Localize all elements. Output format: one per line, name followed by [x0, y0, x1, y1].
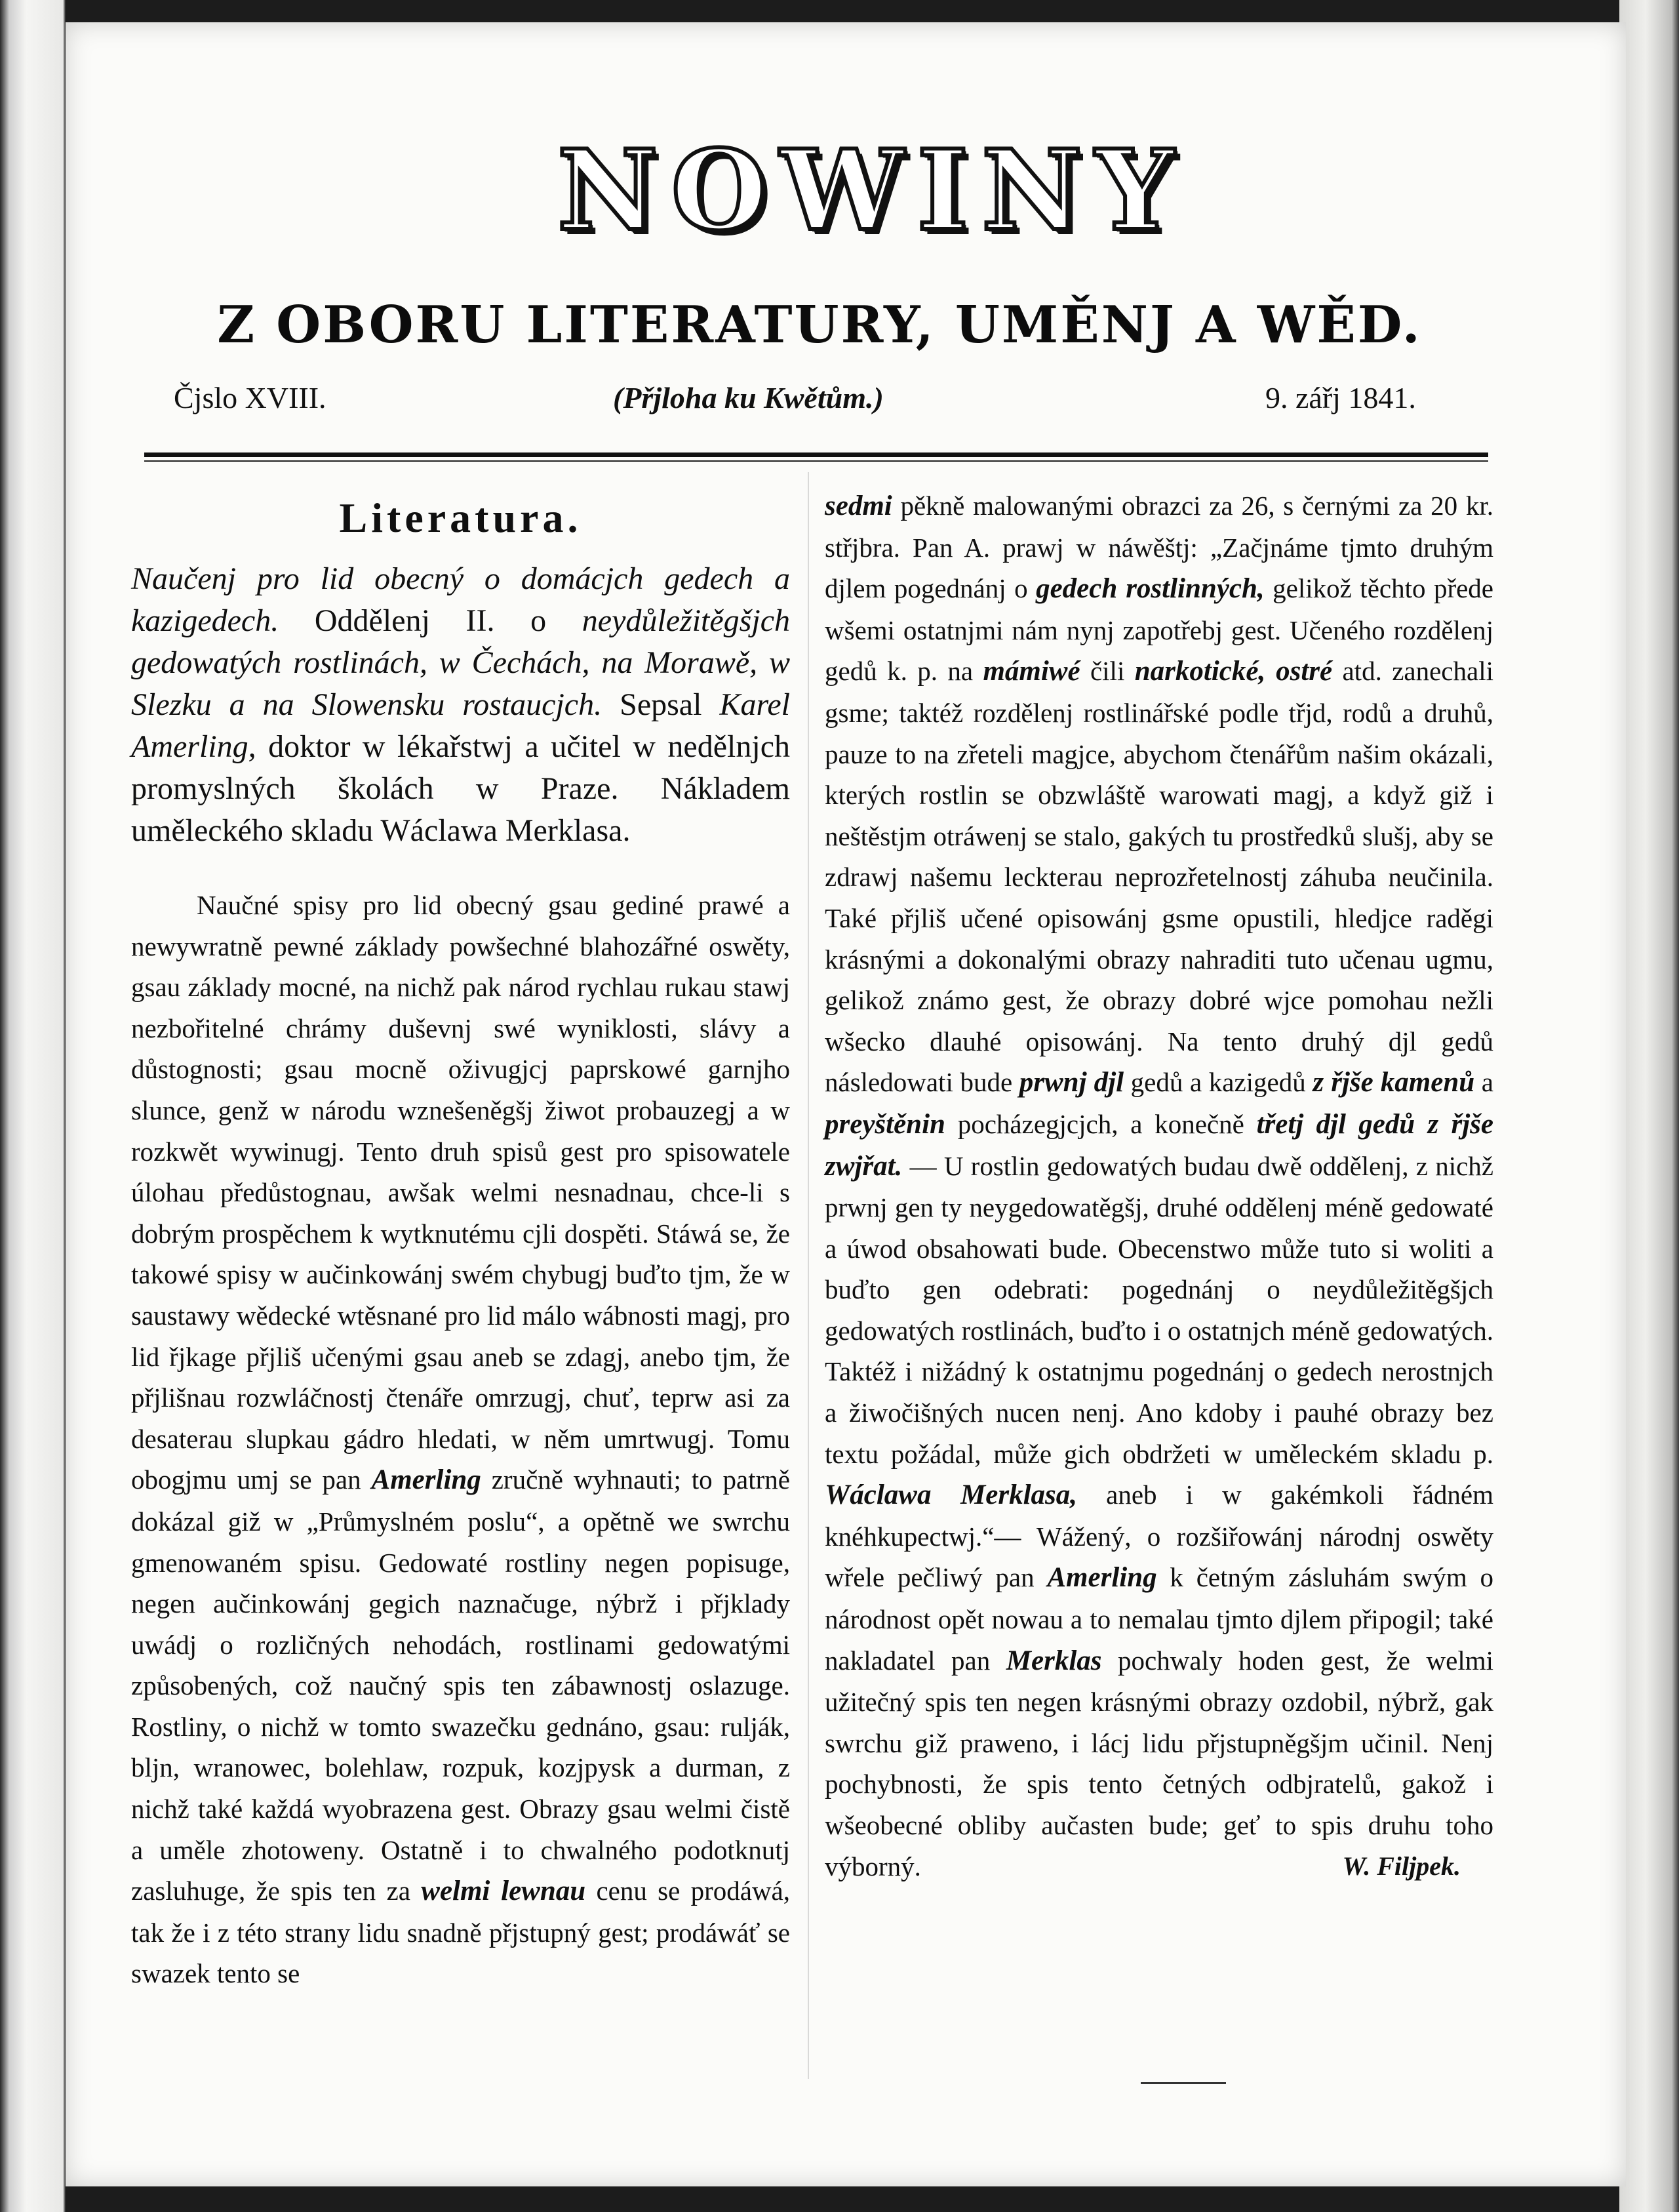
supplement-note: (Přjloha ku Kwětům.) — [613, 381, 884, 414]
book-title: Naučenj pro lid obecný o domácjch gedech a kazigedech. — [131, 561, 790, 638]
review-r-p4: prwnj djl — [1019, 1067, 1124, 1098]
issue-date: 9. zářj 1841. — [1265, 381, 1416, 414]
review-r-p10: Merklas — [1006, 1645, 1102, 1676]
book-author: Karel Amerling, — [131, 687, 791, 764]
review-r-12: pochwaly hoden gest, že welmi užitečný spis ten negen krásnými obrazy ozdobil, nýbrž, gak swrchu giž praweno, i lácj lidu přjstupněgšjm učinil. Nenj pochybnosti, že spis tento četných odbjratelů, gakož i wšeobecné obliby aučasten bude; geť to spis druhu toho výborný. — [825, 1645, 1493, 1881]
masthead-title: NOWINY — [557, 125, 1187, 255]
right-column — [825, 485, 1493, 1887]
review-r-p9: Amerling — [1047, 1562, 1157, 1594]
review-r-5: atd. zanechali gsme; taktéž rozdělenj rostlinářské podle třjd, rodů a druhů, pauze to na zřeteli magjce, abychom čtenářům našim okázali, kterých rostlin se obzwláště warowati magj, a když giž i neštěstjm otráwenj se stalo, gakých tu prostředků slušj, aby se zdrawj našemu leckterau neprozřetelnostj záhuba neučinila. Také přjliš učené opisowánj gsme opustili, hledjce raděgi krásnými a dokonalými obrazy nahraditi tuto učenau ugmu, gelikož známo gest, že obrazy dobré wjce pomohau nežli wšecko dlauhé opisowánj. Na tento druhý djl gedů následowati bude — [825, 656, 1493, 1098]
book-part: Oddělenj II. o — [314, 603, 547, 638]
review-paragraph-right — [825, 485, 1493, 1887]
review-r-p1: gedech rostlinných, — [1036, 573, 1265, 605]
review-r-p7: třetj djl gedů z řjše zwjřat. — [825, 1108, 1493, 1182]
review-text-left-3: cenu se prodáwá, tak že i z této strany lidu snadně přjstupný gest; prodáwáť se swazek tento se — [131, 1876, 790, 1989]
review-name-amerling: Amerling — [371, 1464, 481, 1496]
review-r-4: čili — [1090, 656, 1125, 687]
book-subject: neydůležitěgšjch gedowatých rostlinách, w Čechách, na Morawě, w Slezku a na Slowensku rostaucjch. — [131, 603, 790, 722]
left-column — [131, 482, 790, 1994]
review-r-p6: preyštěnin — [825, 1108, 945, 1140]
review-r-p2: mámiwé — [983, 656, 1080, 687]
review-signature: W. Filjpek. — [1342, 1851, 1461, 1881]
review-r-11: k četným zásluhám swým o národnost opět nowau a to nemalau tjmto djlem připogil; také nakladatel pan — [825, 1562, 1493, 1676]
review-r-10: aneb i w gakémkoli řádném knéhkupectwj.“— Wážený, o rozšiřowánj národnj oswěty wřele pečliwý pan — [825, 1479, 1493, 1593]
review-r-2: pěkně malowanými obrazci za 26, s černými za 20 kr. střjbra. Pan A. prawj w náwěštj: „Začjnáme tjmto druhým djlem pogednánj o — [825, 491, 1494, 604]
review-price-phrase: welmi lewnau — [421, 1876, 586, 1907]
header-rule-thick — [144, 452, 1488, 457]
review-r-7: a — [1481, 1067, 1493, 1098]
article-end-rule — [1141, 2082, 1226, 2084]
book-author-info: doktor w lékařstwj a učitel w nedělnjch promyslných školách w Praze. Nákladem uměleckého skladu Wáclawa Merklasa. — [131, 729, 790, 848]
review-paragraph-left — [131, 885, 790, 1994]
column-divider — [808, 472, 809, 2079]
review-r-p5: z řjše kamenů — [1313, 1067, 1475, 1098]
review-text-left-1: Naučné spisy pro lid obecný gsau gediné prawé a newywratně pewné základy powšechné blahozářné oswěty, gsau základy mocné, na nichž pak národ rychlau rukau stawj nezbořitelné chrámy duševnj swé wyniklosti, slávy a důstognosti; gsau mocně oživugjcj paprskowé garnjho slunce, genž w národu wznešeněgšj žiwot probauzegj a w rozkwět wywinugj. Tento druh spisů gest pro spisowatele úlohau předůstognau, awšak welmi nesnadnau, chce-li s dobrým prospěchem k wytknutému cjli dospěti. Stáwá se, že takowé spisy w aučinkowánj swém chybugj buďto tjm, že w saustawy wědecké wtěsnané pro lid málo wábnosti magj, pro lid řjkage přjliš učenými gsau aneb se zdagj, anebo tjm, že přjlišnau rozwláčnostj čtenáře omrzugj, chuť, teprw asi za desaterau slupkau gádro hledati, w něm umrtwugj. Tomu obogjmu umj se pan — [131, 890, 790, 1495]
review-r-3: gelikož těchto přede wšemi ostatnjmi nám nynj zapotřebj gest. Učeného rozdělenj gedů k. p. na — [825, 573, 1493, 687]
issue-number: Čjslo XVIII. — [174, 381, 326, 414]
previous-page-edge — [0, 0, 66, 2212]
section-title: Literatura. — [339, 494, 582, 541]
review-r-9: — U rostlin gedowatých budau dwě oddělenj, z nichž prwnj gen ty neygedowatěgšj, druhé oddělenj méně gedowaté a úwod obsahowati bude. Obecenstwo může tuto si woliti a buďto gen odebrati: pogednánj o neydůležitěgšjch gedowatých rostlinách, buďto i o ostatnjch méně gedowatých. Taktéž i nižádný k ostatnjmu pogednánj o gedech nerostnjch a žiwočišných nucen nenj. Ano kdoby i pauhé obrazy bez textu požádal, může gich obdržeti w uměleckém skladu p. — [825, 1150, 1494, 1469]
next-page-edge — [1619, 0, 1679, 2212]
review-r-p3: narkotické, ostré — [1134, 656, 1333, 687]
header-rule-thin — [144, 460, 1488, 462]
review-r-1: sedmi — [825, 491, 892, 521]
masthead-subtitle: Z OBORU LITERATURY, UMĚNJ A WĚD. — [217, 295, 1422, 355]
book-entry — [131, 558, 790, 852]
review-r-p8: Wáclawa Merklasa, — [825, 1479, 1078, 1511]
review-r-6: gedů a kazigedů — [1130, 1067, 1306, 1098]
review-text-left-2: zručně wyhnauti; to patrně dokázal giž w „Průmyslném poslu“, a opětně we swrchu gmenowaném spisu. Gedowaté rostliny negen popisuge, negen aučinkowánj gegich naznačuge, nýbrž i přjklady uwádj o rozličných nehodách, rostlinami gedowatými způsobených, což naučný spis ten zábawnostj oslazuge. Rostliny, o nichž w tomto swazečku gednáno, gsau: rulják, bljn, wranowec, bolehlaw, rozpuk, kozjpysk a durman, z nichž také každá wyobrazena gest. Obrazy gsau welmi čistě a uměle zhotoweny. Ostatně i to chwalného podotknutj zasluhuge, že spis ten za — [131, 1464, 790, 1906]
book-compiled-by: Sepsal — [620, 687, 702, 722]
review-r-8: pocházegjcjch, a konečně — [957, 1108, 1244, 1139]
